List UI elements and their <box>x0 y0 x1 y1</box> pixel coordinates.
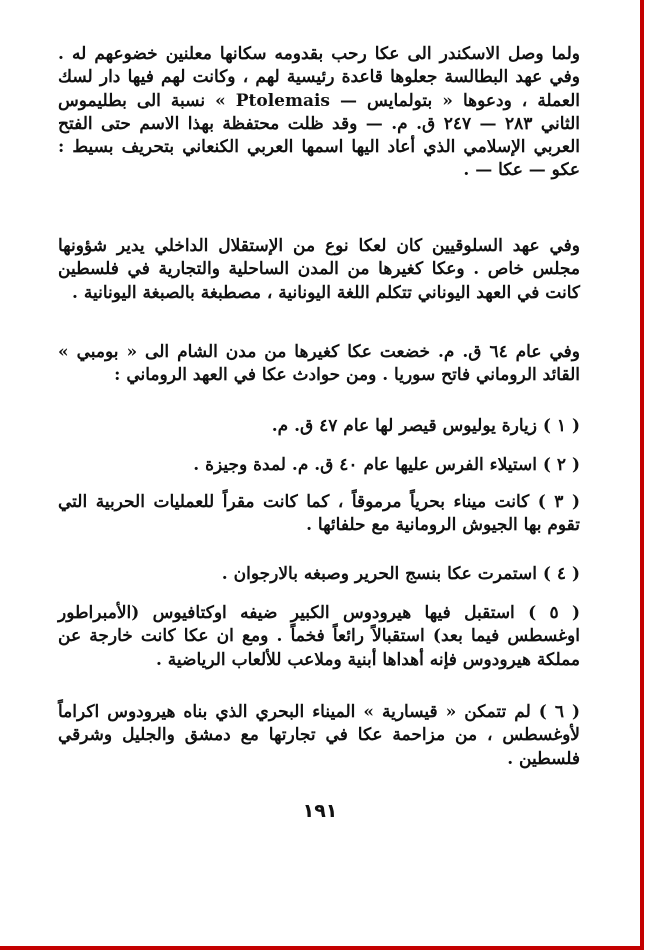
list-item-2: ( ٢ ) استيلاء الفرس عليها عام ٤٠ ق. م. لمدة وجيزة . <box>193 455 580 475</box>
list-item-3: ( ٣ ) كانت ميناء بحرياً مرموقاً ، كما كانت مقراً للعمليات الحربية التي تقوم بها الجيوش الرومانية مع حلفائها . <box>58 492 580 536</box>
list-item-4: ( ٤ ) استمرت عكا بنسج الحرير وصبغه بالارجوان . <box>221 564 580 584</box>
list-item-1: ( ١ ) زيارة يوليوس قيصر لها عام ٤٧ ق. م. <box>271 416 580 436</box>
list-item-5: ( ٥ ) استقبل فيها هيرودوس الكبير ضيفه اوكتافيوس (الأمبراطور اوغسطس فيما بعد) استقبالاً رائعاً فخماً . ومع ان عكا كانت خارجة عن مملكة هيرودوس فإنه أهداها أبنية وملاعب للألعاب الرياضية . <box>58 603 580 670</box>
list-item-6: ( ٦ ) لم تتمكن « قيسارية » الميناء البحري الذي بناه هيرودوس اكراماً لأوغسطس ، من مزاحمة عكا في تجارتها مع دمشق والجليل وشرقي فلسطين . <box>58 702 580 769</box>
paragraph-roman-era: وفي عام ٦٤ ق. م. خضعت عكا كغيرها من مدن الشام الى « بومبي » القائد الروماني فاتح سوريا . ومن حوادث عكا في العهد الروماني : <box>58 342 580 386</box>
paragraph-seleucid-era: وفي عهد السلوقيين كان لعكا نوع من الإستقلال الداخلي يدير شؤونها مجلس خاص . وعكا كغيرها من المدن الساحلية والتجارية في فلسطين كانت في العهد اليوناني تتكلم اللغة اليونانية ، مصطبغة بالصبغة اليونانية . <box>58 236 580 303</box>
page-number: ١٩١ <box>302 800 338 822</box>
paragraph-akka-greek-era: ولما وصل الاسكندر الى عكا رحب بقدومه سكانها معلنين خضوعهم له . وفي عهد البطالسة جعلوها قاعدة رئيسية لهم ، وكانت لهم فيها دار لسك العملة ، ودعوها « بتولمايس — Ptolemais » نسبة الى بطليموس الثاني ٢٨٣ — ٢٤٧ ق. م. — وقد ظلت محتفظة بهذا الاسم حتى الفتح العربي الإسلامي الذي أعاد اليها اسمها العربي الكنعاني بتحريف بسيط : عكو — عكا — . <box>58 44 580 181</box>
